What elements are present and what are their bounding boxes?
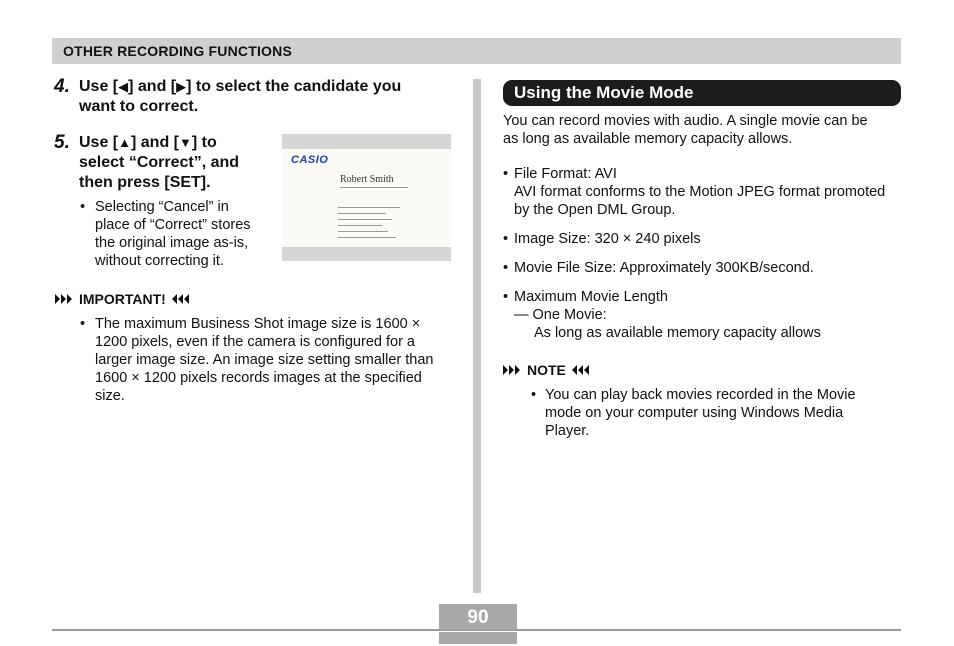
bullet-dot: •	[80, 316, 86, 332]
card-text-line	[340, 187, 408, 188]
business-card	[282, 149, 451, 247]
important-label: IMPORTANT!	[55, 291, 189, 307]
card-name: Robert Smith	[340, 174, 394, 185]
note-right-arrows-icon	[503, 365, 521, 375]
step-5-number: 5.	[54, 132, 70, 153]
bullet-dot: •	[503, 289, 509, 305]
right-arrow-icon: ▶	[176, 79, 187, 94]
important-right-arrows-icon	[55, 294, 73, 304]
down-arrow-icon: ▼	[179, 135, 192, 150]
page-number: 90	[439, 604, 517, 630]
note-label: NOTE	[503, 362, 589, 378]
max-movie-length-bullet: • Maximum Movie Length — One Movie: As long as available memory capacity allows	[503, 289, 821, 341]
card-text-line	[338, 207, 400, 208]
column-divider	[473, 79, 481, 593]
card-text-line	[338, 213, 386, 214]
movie-intro: You can record movies with audio. A single movie can be as long as available memory capacity allows.	[503, 113, 868, 147]
card-text-line	[338, 231, 388, 232]
casio-logo: CASIO	[291, 154, 329, 166]
page-number-tab	[439, 632, 517, 644]
movie-mode-heading	[503, 80, 901, 106]
bullet-dot: •	[503, 166, 509, 182]
up-arrow-icon: ▲	[118, 135, 131, 150]
step-5-bullet: • Selecting “Cancel” in place of “Correct” stores the original image as-is, without correcting it.	[80, 199, 251, 269]
card-text-line	[338, 219, 392, 220]
section-header-title: OTHER RECORDING FUNCTIONS	[63, 43, 292, 59]
image-size-bullet: • Image Size: 320 × 240 pixels	[503, 231, 701, 247]
movie-mode-heading-text: Using the Movie Mode	[514, 83, 694, 102]
card-text-line	[338, 237, 396, 238]
important-left-arrows-icon	[171, 294, 189, 304]
business-card-image	[282, 134, 451, 261]
bullet-dot: •	[503, 231, 509, 247]
bullet-dot: •	[80, 199, 86, 215]
note-left-arrows-icon	[571, 365, 589, 375]
note-bullet: • You can play back movies recorded in the Movie mode on your computer using Windows Media Player.	[531, 387, 856, 439]
movie-file-size-bullet: • Movie File Size: Approximately 300KB/second.	[503, 260, 814, 276]
important-bullet: • The maximum Business Shot image size is 1600 × 1200 pixels, even if the camera is configured for a larger image size. An image size setting smaller than 1600 × 1200 pixels records images at the specified size.	[80, 316, 434, 404]
card-text-line	[338, 225, 382, 226]
step-4-text: Use [◀] and [▶] to select the candidate you want to correct.	[79, 78, 402, 115]
bullet-dot: •	[531, 387, 537, 403]
bullet-dot: •	[503, 260, 509, 276]
step-5-text: Use [▲] and [▼] to select “Correct”, and then press [SET].	[79, 134, 240, 191]
step-4-number: 4.	[54, 76, 70, 97]
file-format-bullet: • File Format: AVI AVI format conforms to the Motion JPEG format promoted by the Open DML Group.	[503, 166, 886, 218]
left-arrow-icon: ◀	[118, 79, 129, 94]
section-header	[52, 38, 901, 64]
